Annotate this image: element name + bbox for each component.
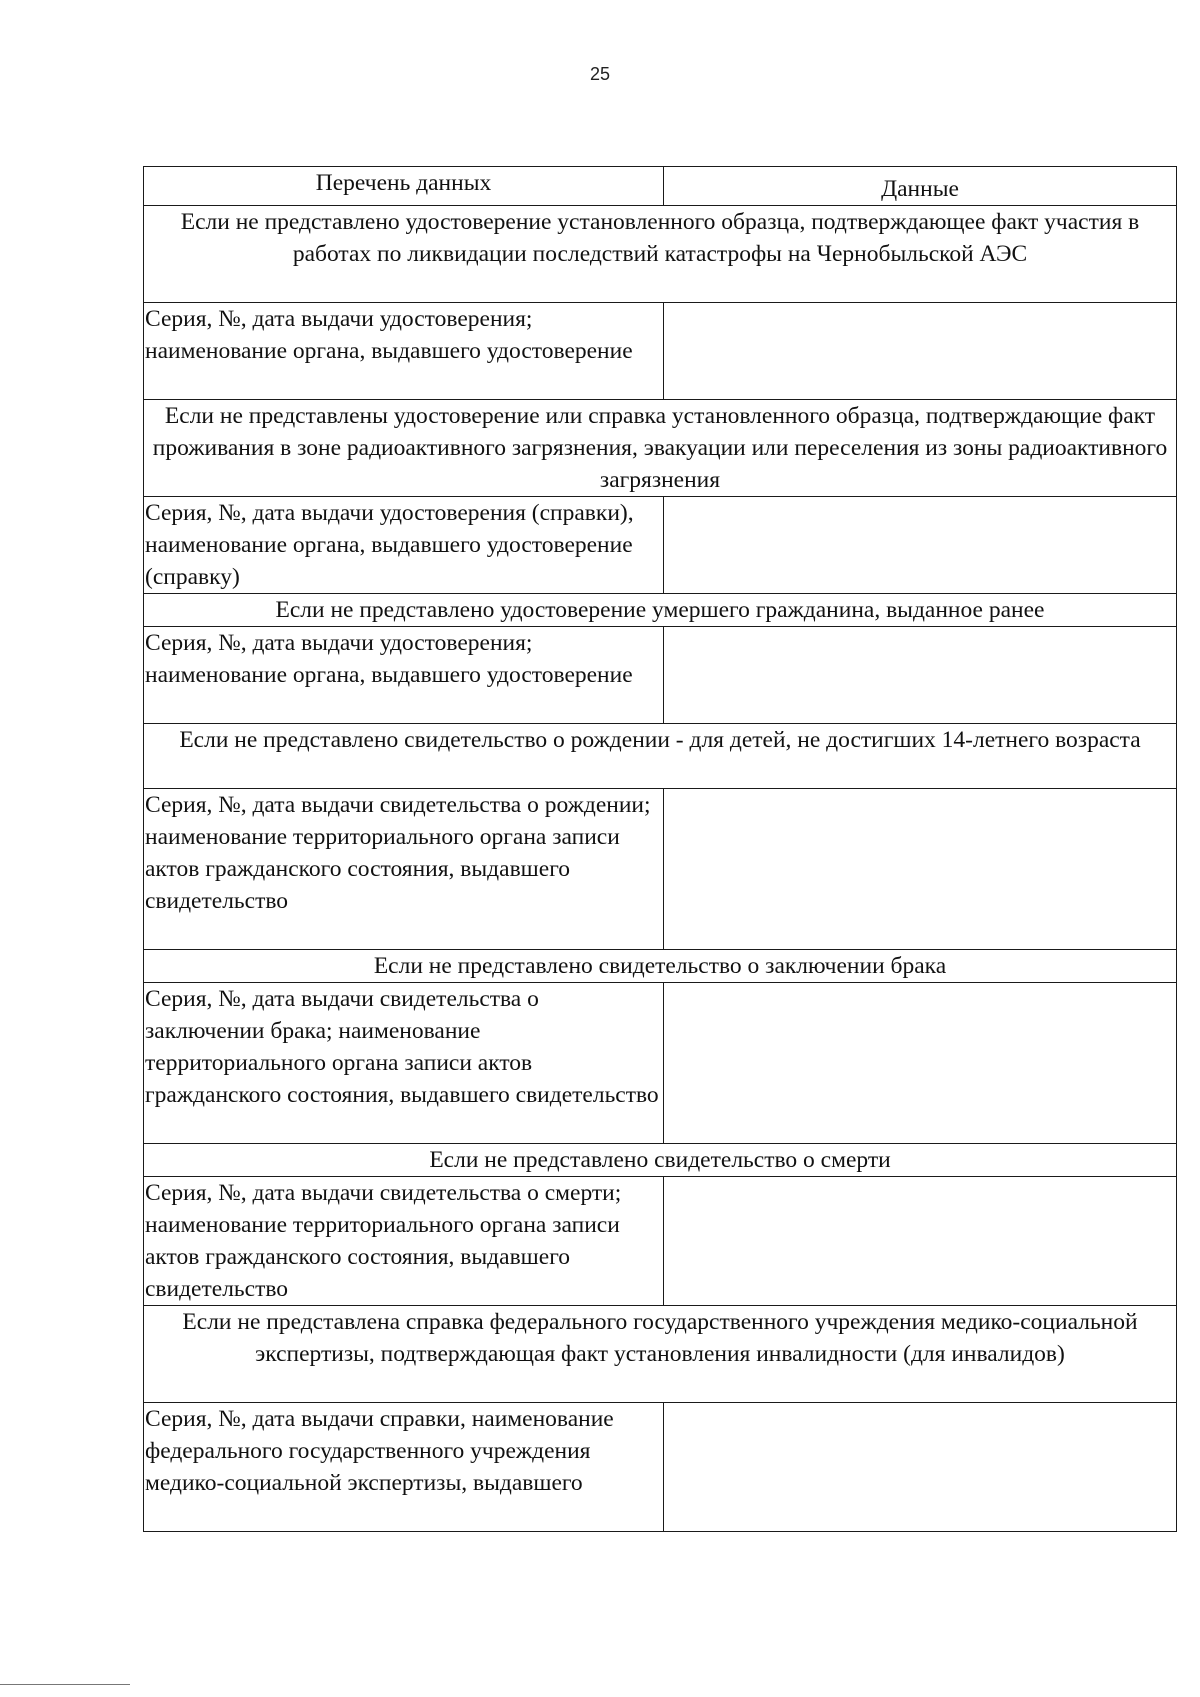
section-heading-chernobyl-participation: Если не представлено удостоверение установленного образца, подтверждающее факт участия в работах по ликвидации последствий катастрофы на Чернобыльской АЭС (144, 206, 1177, 303)
section-heading-row (144, 1144, 1177, 1177)
field-label: Серия, №, дата выдачи свидетельства о смерти; наименование территориального органа записи актов гражданского состояния, выдавшего свидетельство (144, 1177, 664, 1306)
section-heading-birth-certificate: Если не представлено свидетельство о рождении - для детей, не достигших 14-летнего возраста (144, 724, 1177, 789)
data-table (143, 166, 1177, 1532)
field-label: Серия, №, дата выдачи свидетельства о рождении; наименование территориального органа записи актов гражданского состояния, выдавшего свидетельство (144, 789, 664, 950)
section-heading-contaminated-zone-residence: Если не представлены удостоверение или справка установленного образца, подтверждающие факт проживания в зоне радиоактивного загрязнения, эвакуации или переселения из зоны радиоактивного загрязнения (144, 400, 1177, 497)
field-row (144, 983, 1177, 1144)
field-row (144, 1177, 1177, 1306)
section-heading-row (144, 1306, 1177, 1403)
field-row (144, 627, 1177, 724)
page-number: 25 (589, 64, 611, 84)
section-heading-disability-certificate: Если не представлена справка федерального государственного учреждения медико-социальной экспертизы, подтверждающая факт установления инвалидности (для инвалидов) (144, 1306, 1177, 1403)
column-header-data-list: Перечень данных (144, 167, 664, 206)
field-label: Серия, №, дата выдачи свидетельства о заключении брака; наименование территориального органа записи актов гражданского состояния, выдавшего свидетельство (144, 983, 664, 1144)
field-label: Серия, №, дата выдачи удостоверения; наименование органа, выдавшего удостоверение (144, 627, 664, 724)
field-row (144, 789, 1177, 950)
section-heading-row (144, 594, 1177, 627)
section-heading-death-certificate: Если не представлено свидетельство о смерти (144, 1144, 1177, 1177)
field-value-cell[interactable] (664, 303, 1177, 400)
section-heading-row (144, 206, 1177, 303)
table-header-row (144, 167, 1177, 206)
field-value-cell[interactable] (664, 497, 1177, 594)
section-heading-row (144, 400, 1177, 497)
section-heading-marriage-certificate: Если не представлено свидетельство о заключении брака (144, 950, 1177, 983)
field-row (144, 303, 1177, 400)
field-label: Серия, №, дата выдачи удостоверения; наименование органа, выдавшего удостоверение (144, 303, 664, 400)
field-value-cell[interactable] (664, 1403, 1177, 1532)
section-heading-row (144, 724, 1177, 789)
field-label: Серия, №, дата выдачи удостоверения (справки), наименование органа, выдавшего удостоверение (справку) (144, 497, 664, 594)
scan-edge-line (0, 1684, 130, 1685)
field-value-cell[interactable] (664, 789, 1177, 950)
field-value-cell[interactable] (664, 627, 1177, 724)
field-row (144, 497, 1177, 594)
field-label: Серия, №, дата выдачи справки, наименование федерального государственного учреждения медико-социальной экспертизы, выдавшего (144, 1403, 664, 1532)
field-value-cell[interactable] (664, 1177, 1177, 1306)
section-heading-deceased-certificate: Если не представлено удостоверение умершего гражданина, выданное ранее (144, 594, 1177, 627)
field-value-cell[interactable] (664, 983, 1177, 1144)
section-heading-row (144, 950, 1177, 983)
field-row (144, 1403, 1177, 1532)
column-header-data: Данные (664, 167, 1177, 206)
